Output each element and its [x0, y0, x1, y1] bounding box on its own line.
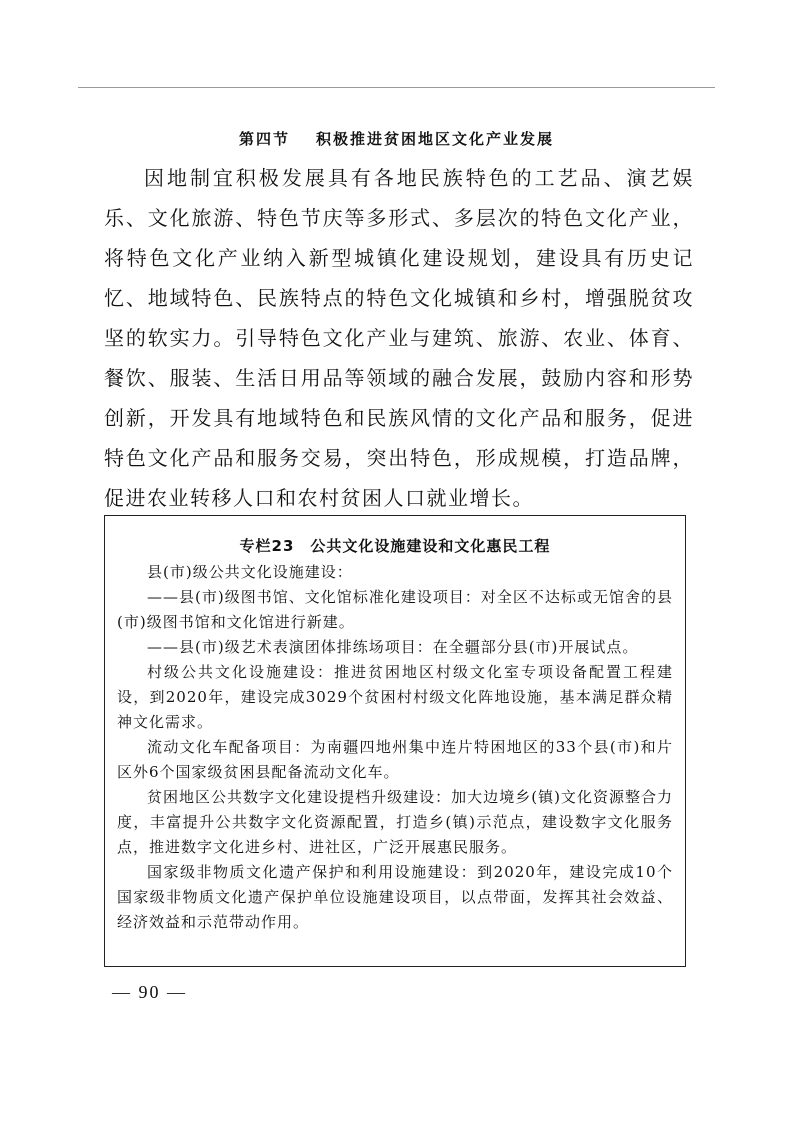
body-paragraph: 因地制宜积极发展具有各地民族特色的工艺品、演艺娱乐、文化旅游、特色节庆等多形式、多层次的特色文化产业，将特色文化产业纳入新型城镇化建设规划，建设具有历史记忆、地域特色、民族特点的特色文化城镇和乡村，增强脱贫攻坚的软实力。引导特色文化产业与建筑、旅游、农业、体育、餐饮、服装、生活日用品等领域的融合发展，鼓励内容和形势创新，开发具有地域特色和民族风情的文化产品和服务，促进特色文化产品和服务交易，突出特色，形成规模，打造品牌，促进农业转移人口和农村贫困人口就业增长。	[104, 166, 694, 510]
feature-box	[104, 515, 686, 967]
header-rule	[78, 87, 715, 88]
box-paragraph: 贫困地区公共数字文化建设提档升级建设：加大边境乡(镇)文化资源整合力度，丰富提升公共数字文化资源配置，打造乡(镇)示范点，建设数字文化服务点，推进数字文化进乡村、进社区，广泛开展惠民服务。	[117, 788, 673, 856]
box-title-text: 公共文化设施建设和文化惠民工程	[310, 537, 551, 555]
box-label: 专栏23	[239, 537, 295, 555]
section-heading	[0, 128, 793, 149]
box-paragraph: ——县(市)级艺术表演团体排练场项目：在全疆部分县(市)开展试点。	[147, 638, 639, 656]
box-paragraph: 流动文化车配备项目：为南疆四地州集中连片特困地区的33个县(市)和片区外6个国家级贫困县配备流动文化车。	[117, 738, 673, 781]
box-paragraph: 国家级非物质文化遗产保护和利用设施建设：到2020年，建设完成10个国家级非物质文化遗产保护单位设施建设项目，以点带面，发挥其社会效益、经济效益和示范带动作用。	[117, 863, 673, 931]
page-number: — 90 —	[112, 982, 187, 1002]
box-paragraph: 村级公共文化设施建设：推进贫困地区村级文化室专项设备配置工程建设，到2020年，建设完成3029个贫困村村级文化阵地设施，基本满足群众精神文化需求。	[117, 663, 673, 731]
box-paragraph: 县(市)级公共文化设施建设：	[147, 563, 353, 581]
section-title: 积极推进贫困地区文化产业发展	[316, 130, 555, 148]
section-number: 第四节	[238, 130, 290, 148]
box-title	[117, 534, 673, 558]
body-text	[104, 158, 694, 518]
box-paragraph: ——县(市)级图书馆、文化馆标准化建设项目：对全区不达标或无馆舍的县(市)级图书馆和文化馆进行新建。	[117, 588, 673, 631]
